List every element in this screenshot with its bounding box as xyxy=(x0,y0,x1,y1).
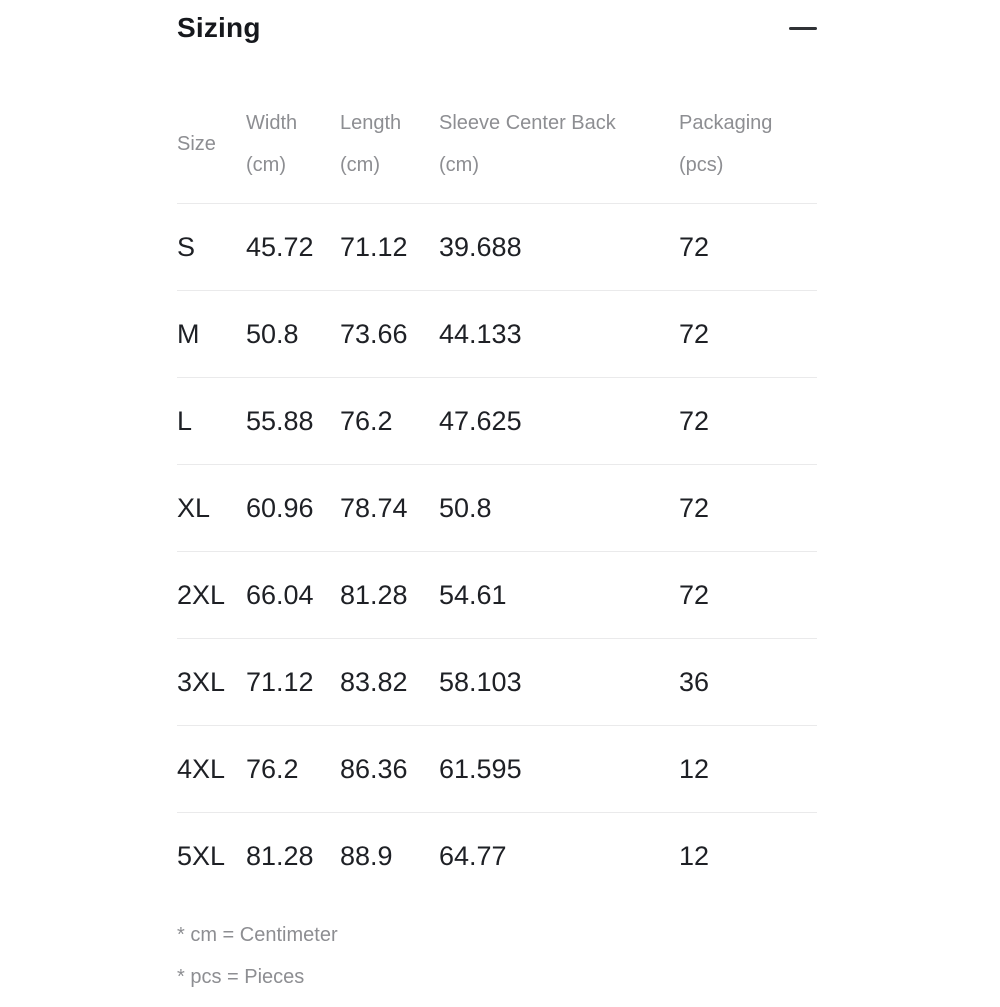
column-label: Size xyxy=(177,133,216,155)
table-header-row xyxy=(177,85,817,204)
cell-packaging: 12 xyxy=(679,840,710,871)
footnote-cm: * cm = Centimeter xyxy=(177,924,338,946)
column-unit: (cm) xyxy=(246,154,286,176)
minus-icon xyxy=(789,27,817,30)
cell-sleeve: 39.688 xyxy=(439,231,522,262)
cell-width: 76.2 xyxy=(246,753,299,784)
cell-size: L xyxy=(177,405,193,436)
cell-length: 81.28 xyxy=(340,579,408,610)
cell-packaging: 12 xyxy=(679,753,710,784)
column-label: Width xyxy=(246,112,298,134)
cell-length: 86.36 xyxy=(340,753,408,784)
table-row xyxy=(177,204,817,291)
cell-length: 78.74 xyxy=(340,492,408,523)
cell-length: 76.2 xyxy=(340,405,393,436)
cell-width: 81.28 xyxy=(246,840,314,871)
cell-sleeve: 61.595 xyxy=(439,753,522,784)
cell-packaging: 72 xyxy=(679,231,710,262)
cell-size: S xyxy=(177,231,196,262)
table-row xyxy=(177,465,817,552)
sizing-panel xyxy=(177,8,817,1007)
cell-size: 4XL xyxy=(177,753,226,784)
cell-size: 3XL xyxy=(177,666,226,697)
cell-width: 60.96 xyxy=(246,492,314,523)
table-row xyxy=(177,552,817,639)
cell-width: 66.04 xyxy=(246,579,314,610)
column-header-sleeve-center-back xyxy=(439,102,679,186)
column-label: Length xyxy=(340,112,402,134)
sizing-panel-header xyxy=(177,8,817,48)
cell-size: XL xyxy=(177,492,211,523)
cell-size: 5XL xyxy=(177,840,226,871)
column-unit: (pcs) xyxy=(679,154,724,176)
column-label: Sleeve Center Back xyxy=(439,112,616,134)
cell-sleeve: 44.133 xyxy=(439,318,522,349)
cell-packaging: 72 xyxy=(679,579,710,610)
cell-size: M xyxy=(177,318,200,349)
collapse-section-button[interactable] xyxy=(789,19,817,38)
footnotes xyxy=(177,923,817,989)
cell-packaging: 72 xyxy=(679,318,710,349)
footnote-pcs: * pcs = Pieces xyxy=(177,966,305,988)
column-label: Packaging xyxy=(679,112,773,134)
cell-width: 71.12 xyxy=(246,666,314,697)
cell-sleeve: 54.61 xyxy=(439,579,507,610)
table-row xyxy=(177,813,817,899)
cell-sleeve: 47.625 xyxy=(439,405,522,436)
column-header-width xyxy=(246,102,340,186)
cell-length: 83.82 xyxy=(340,666,408,697)
cell-length: 88.9 xyxy=(340,840,393,871)
cell-sleeve: 50.8 xyxy=(439,492,492,523)
page-title: Sizing xyxy=(177,12,261,43)
sizing-table xyxy=(177,85,817,899)
cell-sleeve: 64.77 xyxy=(439,840,507,871)
column-header-packaging xyxy=(679,102,817,186)
cell-packaging: 72 xyxy=(679,492,710,523)
table-row xyxy=(177,291,817,378)
column-header-length xyxy=(340,102,439,186)
column-header-size xyxy=(177,123,246,165)
cell-sleeve: 58.103 xyxy=(439,666,522,697)
column-unit: (cm) xyxy=(439,154,479,176)
column-unit: (cm) xyxy=(340,154,380,176)
table-row xyxy=(177,378,817,465)
cell-width: 45.72 xyxy=(246,231,314,262)
cell-width: 55.88 xyxy=(246,405,314,436)
cell-packaging: 36 xyxy=(679,666,710,697)
cell-width: 50.8 xyxy=(246,318,299,349)
cell-packaging: 72 xyxy=(679,405,710,436)
cell-size: 2XL xyxy=(177,579,226,610)
cell-length: 71.12 xyxy=(340,231,408,262)
cell-length: 73.66 xyxy=(340,318,408,349)
table-row xyxy=(177,726,817,813)
table-row xyxy=(177,639,817,726)
